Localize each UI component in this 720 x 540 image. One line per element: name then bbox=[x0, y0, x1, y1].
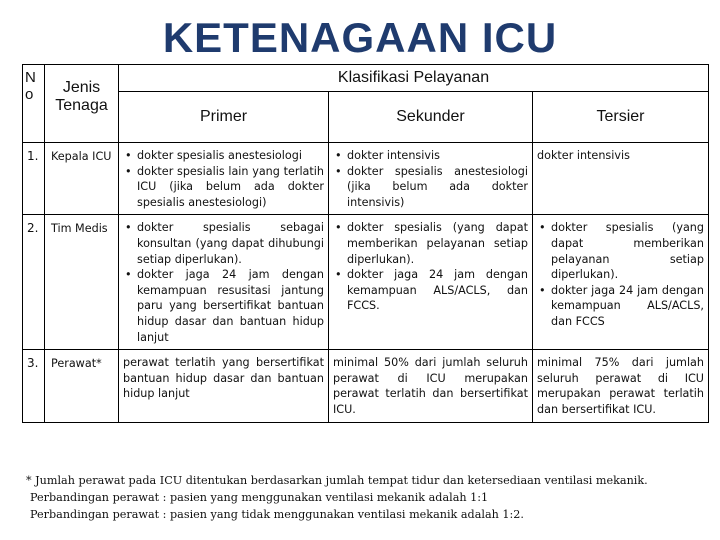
header-sekunder: Sekunder bbox=[329, 92, 533, 143]
cell-tersier: minimal 75% dari jumlah seluruh perawat di ICU merupakan perawat terlatih dan bersertifikat ICU. bbox=[533, 350, 709, 422]
header-tersier: Tersier bbox=[533, 92, 709, 143]
cell-sekunder bbox=[329, 143, 533, 215]
list-item: • dokter spesialis lain yang terlatih ICU (jika belum ada dokter spesialis anestesiologi) bbox=[123, 164, 324, 211]
list-item: • dokter spesialis sebagai konsultan (yang dapat dihubungi setiap diperlukan). bbox=[123, 220, 324, 267]
header-primer: Primer bbox=[119, 92, 329, 143]
footnote-line: Perbandingan perawat : pasien yang menggunakan ventilasi mekanik adalah 1:1 bbox=[30, 491, 489, 504]
row-jenis: Kepala ICU bbox=[45, 143, 119, 215]
cell-primer bbox=[119, 215, 329, 350]
row-jenis: Perawat* bbox=[45, 350, 119, 422]
list-item: • dokter intensivis bbox=[333, 148, 528, 164]
cell-primer bbox=[119, 143, 329, 215]
header-klasifikasi-pelayanan: Klasifikasi Pelayanan bbox=[119, 65, 709, 92]
header-no: N o bbox=[23, 65, 45, 143]
page-title: KETENAGAAN ICU bbox=[162, 14, 558, 61]
icu-staffing-table bbox=[22, 64, 709, 423]
cell-sekunder: minimal 50% dari jumlah seluruh perawat di ICU merupakan perawat terlatih dan bersertifikat ICU. bbox=[329, 350, 533, 422]
row-number: 3. bbox=[23, 350, 45, 422]
cell-sekunder bbox=[329, 215, 533, 350]
list-item: • dokter jaga 24 jam dengan kemampuan resusitasi jantung paru yang bersertifikat bantuan hidup dasar dan bantuan hidup lanjut bbox=[123, 267, 324, 345]
header-jenis-tenaga: Jenis Tenaga bbox=[45, 65, 119, 143]
row-jenis: Tim Medis bbox=[45, 215, 119, 350]
row-number: 1. bbox=[23, 143, 45, 215]
footnote-line: Perbandingan perawat : pasien yang tidak menggunakan ventilasi mekanik adalah 1:2. bbox=[30, 508, 524, 521]
table-row bbox=[23, 143, 709, 215]
footnote-line: * Jumlah perawat pada ICU ditentukan berdasarkan jumlah tempat tidur dan ketersediaan ventilasi mekanik. bbox=[26, 474, 648, 487]
list-item: • dokter spesialis anestesiologi (jika belum ada dokter intensivis) bbox=[333, 164, 528, 211]
table-row bbox=[23, 350, 709, 422]
list-item: • dokter spesialis anestesiologi bbox=[123, 148, 324, 164]
list-item: • dokter spesialis (yang dapat memberikan pelayanan setiap diperlukan). bbox=[333, 220, 528, 267]
list-item: • dokter jaga 24 jam dengan kemampuan ALS/ACLS, dan FCCS bbox=[537, 283, 704, 330]
table-row bbox=[23, 215, 709, 350]
footnote bbox=[26, 472, 648, 523]
list-item: • dokter jaga 24 jam dengan kemampuan ALS/ACLS, dan FCCS. bbox=[333, 267, 528, 314]
cell-tersier bbox=[533, 215, 709, 350]
list-item: • dokter spesialis (yang dapat memberikan pelayanan setiap diperlukan). bbox=[537, 220, 704, 282]
cell-primer: perawat terlatih yang bersertifikat bantuan hidup dasar dan bantuan hidup lanjut bbox=[119, 350, 329, 422]
cell-tersier: dokter intensivis bbox=[533, 143, 709, 215]
row-number: 2. bbox=[23, 215, 45, 350]
